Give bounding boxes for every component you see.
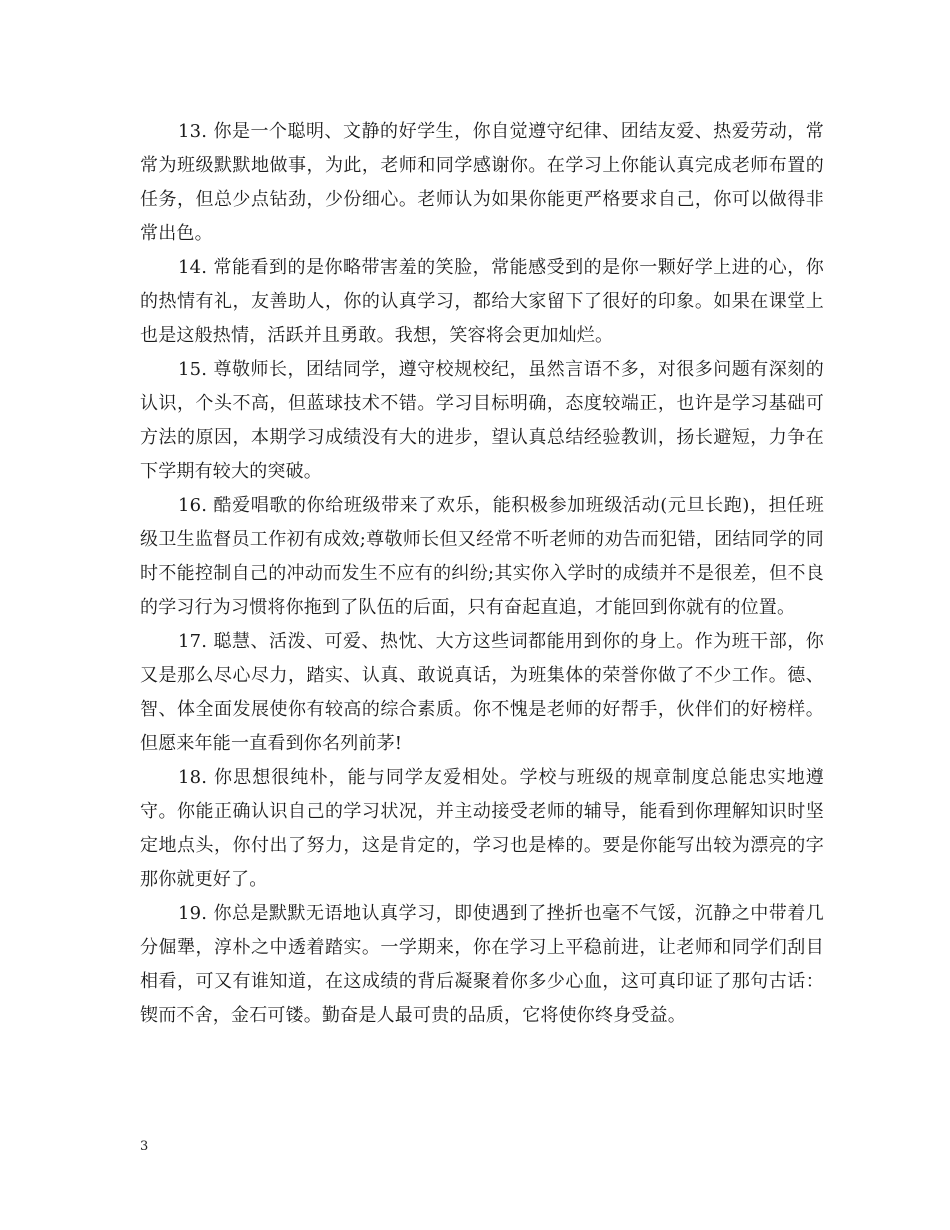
- paragraph-17: 17. 聪慧、活泼、可爱、热忱、大方这些词都能用到你的身上。作为班干部，你又是那么尽心尽力，踏实、认真、敢说真话，为班集体的荣誉你做了不少工作。德、智、体全面发展使你有较高的综合素质。你不愧是老师的好帮手，伙伴们的好榜样。但愿来年能一直看到你名列前茅!: [140, 631, 824, 754]
- paragraph-16: 16. 酷爱唱歌的你给班级带来了欢乐，能积极参加班级活动(元旦长跑)，担任班级卫生监督员工作初有成效;尊敬师长但又经常不听老师的劝告而犯错，团结同学的同时不能控制自己的冲动而发生不应有的纠纷;其实你入学时的成绩并不是很差，但不良的学习行为习惯将你拖到了队伍的后面，只有奋起直追，才能回到你就有的位置。: [140, 495, 824, 618]
- document-body: [140, 115, 824, 1033]
- paragraph-18: 18. 你思想很纯朴，能与同学友爱相处。学校与班级的规章制度总能忠实地遵守。你能正确认识自己的学习状况，并主动接受老师的辅导，能看到你理解知识时坚定地点头，你付出了努力，这是肯定的，学习也是棒的。要是你能写出较为漂亮的字那你就更好了。: [140, 767, 824, 890]
- paragraph-15: 15. 尊敬师长，团结同学，遵守校规校纪，虽然言语不多，对很多问题有深刻的认识，个头不高，但蓝球技术不错。学习目标明确，态度较端正，也许是学习基础可方法的原因，本期学习成绩没有大的进步，望认真总结经验教训，扬长避短，力争在下学期有较大的突破。: [140, 359, 824, 482]
- paragraph-14: 14. 常能看到的是你略带害羞的笑脸，常能感受到的是你一颗好学上进的心，你的热情有礼，友善助人，你的认真学习，都给大家留下了很好的印象。如果在课堂上也是这般热情，活跃并且勇敢。我想，笑容将会更加灿烂。: [140, 257, 824, 346]
- page-number: 3: [140, 1139, 149, 1154]
- paragraph-19: 19. 你总是默默无语地认真学习，即使遇到了挫折也毫不气馁，沉静之中带着几分倔犟，淳朴之中透着踏实。一学期来，你在学习上平稳前进，让老师和同学们刮目相看，可又有谁知道，在这成绩的背后凝聚着你多少心血，这可真印证了那句古话：锲而不舍，金石可镂。勤奋是人最可贵的品质，它将使你终身受益。: [140, 903, 824, 1026]
- paragraph-13: 13. 你是一个聪明、文静的好学生，你自觉遵守纪律、团结友爱、热爱劳动，常常为班级默默地做事，为此，老师和同学感谢你。在学习上你能认真完成老师布置的任务，但总少点钻劲，少份细心。老师认为如果你能更严格要求自己，你可以做得非常出色。: [140, 121, 824, 244]
